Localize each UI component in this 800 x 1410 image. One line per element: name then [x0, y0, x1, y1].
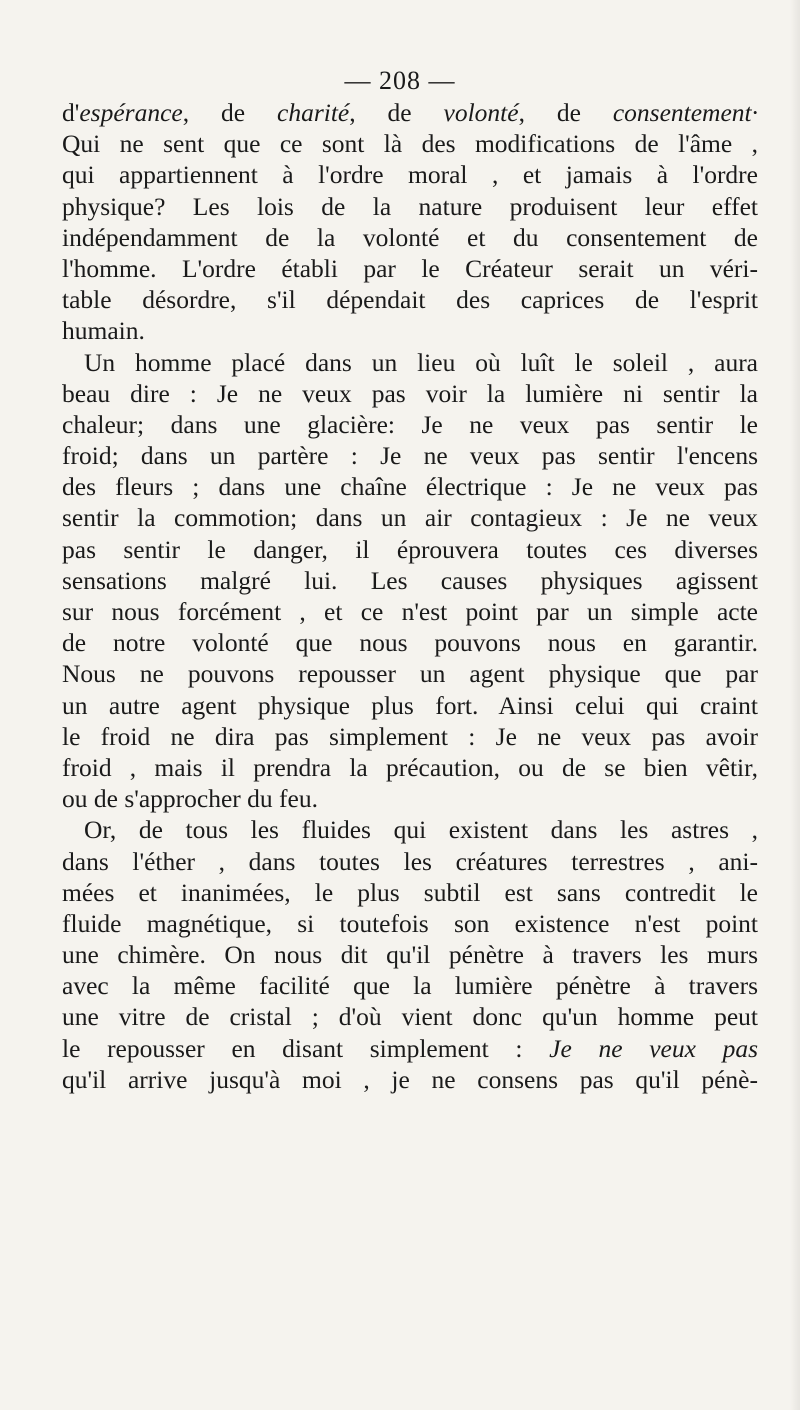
text-line: ou de s'approcher du feu. [62, 784, 318, 814]
text-line: Qui ne sent que ce sont là des modifications de l'âme , [62, 129, 758, 159]
text-line: chaleur; dans une glacière: Je ne veux pas sentir le [62, 409, 758, 439]
text-line: humain. [62, 316, 145, 346]
line-31-text: le repousser en disant simplement : [62, 1033, 550, 1063]
text-line-1 [62, 97, 758, 128]
text-line: sur nous forcément , et ce n'est point par un simple acte [62, 597, 758, 626]
line-1-prefix: d' [62, 98, 80, 127]
italic-je-ne-veux-pas: Je ne veux pas [549, 1033, 758, 1063]
line-1-sep-1: , de [182, 98, 277, 127]
text-line: qui appartiennent à l'ordre moral , et jamais à l'ordre [62, 160, 758, 190]
text-line: indépendamment de la volonté et du consentement de [62, 222, 758, 252]
text-line: l'homme. L'ordre établi par le Créateur serait un véri- [62, 253, 758, 283]
text-line: mées et inanimées, le plus subtil est sans contredit le [62, 877, 758, 907]
text-line: sentir la commotion; dans un air contagieux : Je ne veux [62, 503, 758, 533]
text-line: beau dire : Je ne veux pas voir la lumière ni sentir la [62, 378, 758, 408]
page-edge-shadow [790, 0, 800, 1410]
italic-charite: charité [277, 98, 350, 127]
text-line: le froid ne dira pas simplement : Je ne veux pas avoir [62, 721, 758, 751]
italic-esperance: espérance [79, 98, 183, 127]
italic-consentement: consentement· [612, 98, 758, 127]
text-line: fluide magnétique, si toutefois son existence n'est point [62, 908, 758, 938]
text-line: sensations malgré lui. Les causes physiques agissent [62, 565, 758, 595]
text-line: physique? Les lois de la nature produisent leur effet [62, 191, 758, 221]
text-line: pas sentir le danger, il éprouvera toutes ces diverses [62, 534, 758, 564]
text-line: un autre agent physique plus fort. Ainsi celui qui craint [62, 690, 758, 720]
text-line: dans l'éther , dans toutes les créatures terrestres , ani- [62, 846, 758, 876]
text-line-31 [62, 1033, 758, 1064]
italic-volonte: volonté [443, 98, 519, 127]
line-1-sep-3: , de [518, 98, 613, 127]
text-line: des fleurs ; dans une chaîne électrique : Je ne veux pas [62, 472, 758, 502]
page-number-header: — 208 — [344, 66, 456, 95]
text-line: de notre volonté que nous pouvons nous en garantir. [62, 628, 758, 658]
text-line: une chimère. On nous dit qu'il pénètre à travers les murs [62, 940, 758, 970]
line-1-sep-2: , de [349, 98, 444, 127]
text-line: avec la même facilité que la lumière pénètre à travers [62, 971, 758, 1001]
text-line-paragraph-start: Un homme placé dans un lieu où luît le soleil , aura [84, 347, 758, 377]
text-line: Nous ne pouvons repousser un agent physique que par [62, 659, 758, 689]
text-line: qu'il arrive jusqu'à moi , je ne consens pas qu'il pénè- [62, 1064, 758, 1094]
text-line: une vitre de cristal ; d'où vient donc qu'un homme peut [62, 1002, 758, 1032]
text-line: froid; dans un partère : Je ne veux pas sentir l'encens [62, 441, 758, 471]
text-line-paragraph-start: Or, de tous les fluides qui existent dans les astres , [84, 815, 758, 845]
text-line: table désordre, s'il dépendait des caprices de l'esprit [62, 285, 758, 315]
text-line: froid , mais il prendra la précaution, ou de se bien vêtir, [62, 752, 758, 782]
body-text [62, 97, 758, 1095]
